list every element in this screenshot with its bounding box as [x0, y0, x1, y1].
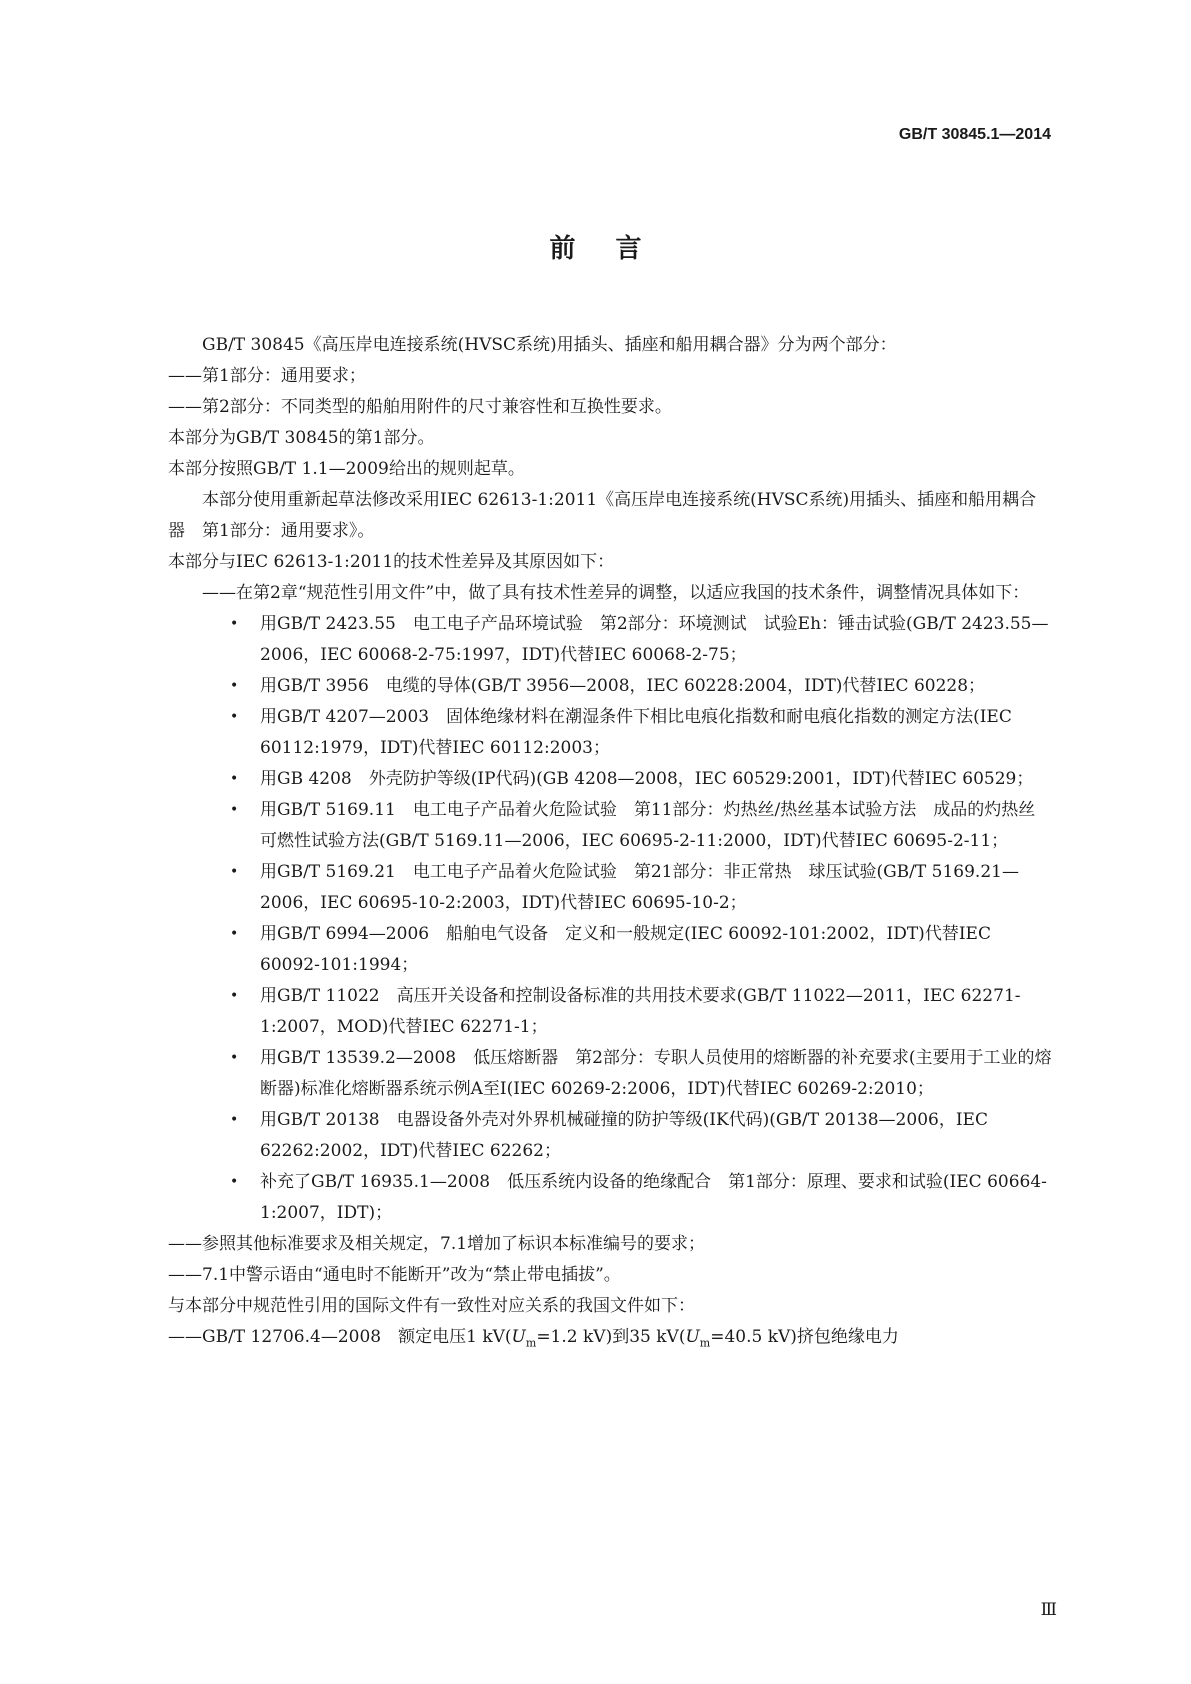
list-item — [168, 1105, 1052, 1167]
list-item — [168, 857, 1052, 919]
list-item-text: 用GB/T 5169.11 电工电子产品着火危险试验 第11部分：灼热丝/热丝基本试验方法 成品的灼热丝可燃性试验方法(GB/T 5169.11—2006，IEC 60695-2-11:2000，IDT)代替IEC 60695-2-11； — [260, 800, 1036, 851]
bullet-icon: • — [230, 771, 239, 787]
paragraph-differences: 本部分与IEC 62613-1:2011的技术性差异及其原因如下： — [168, 552, 615, 572]
list-item-text: 用GB/T 3956 电缆的导体(GB/T 3956—2008，IEC 60228:2004，IDT)代替IEC 60228； — [260, 676, 986, 696]
bullet-icon: • — [230, 1050, 239, 1066]
list-item — [168, 1167, 1052, 1229]
list-item — [168, 764, 1052, 795]
page-title: 前言 — [549, 234, 682, 264]
list-item — [168, 981, 1052, 1043]
list-item-text: 用GB/T 2423.55 电工电子产品环境试验 第2部分：环境测试 试验Eh：锤击试验(GB/T 2423.55—2006，IEC 60068-2-75:1997，IDT)代替IEC 60068-2-75； — [260, 614, 1049, 665]
standard-number: GB/T 30845.1—2014 — [898, 126, 1051, 143]
paragraph-scope: 本部分为GB/T 30845的第1部分。 — [168, 428, 435, 448]
bullet-icon: • — [230, 1112, 239, 1128]
list-item — [168, 795, 1052, 857]
page-number: Ⅲ — [1040, 1600, 1057, 1620]
list-item-text: 用GB/T 5169.21 电工电子产品着火危险试验 第21部分：非正常热 球压试验(GB/T 5169.21—2006，IEC 60695-10-2:2003，IDT)代替IEC 60695-10-2； — [260, 862, 1019, 913]
symbol-u: U — [685, 1327, 700, 1347]
text-segment: =40.5 kV)挤包绝缘电力 — [710, 1327, 899, 1347]
list-item — [168, 919, 1052, 981]
list-item — [168, 702, 1052, 764]
list-item — [168, 1043, 1052, 1105]
bullet-icon: • — [230, 616, 239, 632]
dash-item-chapter2: ——在第2章“规范性引用文件”中，做了具有技术性差异的调整，以适应我国的技术条件，调整情况具体如下： — [202, 583, 1030, 603]
list-item — [168, 609, 1052, 671]
list-item — [168, 671, 1052, 702]
bullet-icon: • — [230, 678, 239, 694]
dash-item-warning: ——7.1中警示语由“通电时不能断开”改为“禁止带电插拔”。 — [168, 1265, 621, 1285]
list-item-text: 用GB/T 13539.2—2008 低压熔断器 第2部分：专职人员使用的熔断器的补充要求(主要用于工业的熔断器)标准化熔断器系统示例A至I(IEC 60269-2:2006，IDT)代替IEC 60269-2:2010； — [260, 1048, 1052, 1099]
bullet-icon: • — [230, 926, 239, 942]
dash-item-marking: ——参照其他标准要求及相关规定，7.1增加了标识本标准编号的要求； — [168, 1234, 706, 1254]
list-item-text: 用GB/T 11022 高压开关设备和控制设备标准的共用技术要求(GB/T 11022—2011，IEC 62271-1:2007，MOD)代替IEC 62271-1； — [260, 986, 1021, 1037]
symbol-subscript: m — [525, 1336, 537, 1350]
list-item-text: 用GB 4208 外壳防护等级(IP代码)(GB 4208—2008，IEC 60529:2001，IDT)代替IEC 60529； — [260, 769, 1034, 789]
text-segment: =1.2 kV)到35 kV( — [536, 1327, 686, 1347]
paragraph-adoption: 本部分使用重新起草法修改采用IEC 62613-1:2011《高压岸电连接系统(HVSC系统)用插头、插座和船用耦合器 第1部分：通用要求》。 — [168, 490, 1037, 541]
text-segment: ——GB/T 12706.4—2008 额定电压1 kV( — [168, 1327, 512, 1347]
bullet-icon: • — [230, 802, 239, 818]
foreword-body — [168, 330, 1052, 1358]
dash-item-gbt12706 — [168, 1322, 1052, 1358]
bullet-list — [168, 609, 1052, 1229]
paragraph-drafting: 本部分按照GB/T 1.1—2009给出的规则起草。 — [168, 459, 525, 479]
list-item-text: 用GB/T 4207—2003 固体绝缘材料在潮湿条件下相比电痕化指数和耐电痕化指数的测定方法(IEC 60112:1979，IDT)代替IEC 60112:2003； — [260, 707, 1012, 758]
list-item-text: 用GB/T 20138 电器设备外壳对外界机械碰撞的防护等级(IK代码)(GB/T 20138—2006，IEC 62262:2002，IDT)代替IEC 62262； — [260, 1110, 988, 1161]
dash-item-part1: ——第1部分：通用要求； — [168, 366, 366, 386]
symbol-subscript: m — [699, 1336, 711, 1350]
list-item-text: 用GB/T 6994—2006 船舶电气设备 定义和一般规定(IEC 60092-101:2002，IDT)代替IEC 60092-101:1994； — [260, 924, 991, 975]
bullet-icon: • — [230, 864, 239, 880]
paragraph-correspondence: 与本部分中规范性引用的国际文件有一致性对应关系的我国文件如下： — [168, 1296, 695, 1316]
paragraph-intro: GB/T 30845《高压岸电连接系统(HVSC系统)用插头、插座和船用耦合器》分为两个部分： — [202, 335, 897, 355]
list-item-text: 补充了GB/T 16935.1—2008 低压系统内设备的绝缘配合 第1部分：原理、要求和试验(IEC 60664-1:2007，IDT)； — [260, 1172, 1047, 1223]
bullet-icon: • — [230, 1174, 239, 1190]
dash-item-part2: ——第2部分：不同类型的船舶用附件的尺寸兼容性和互换性要求。 — [168, 397, 672, 417]
bullet-icon: • — [230, 988, 239, 1004]
bullet-icon: • — [230, 709, 239, 725]
symbol-u: U — [511, 1327, 526, 1347]
